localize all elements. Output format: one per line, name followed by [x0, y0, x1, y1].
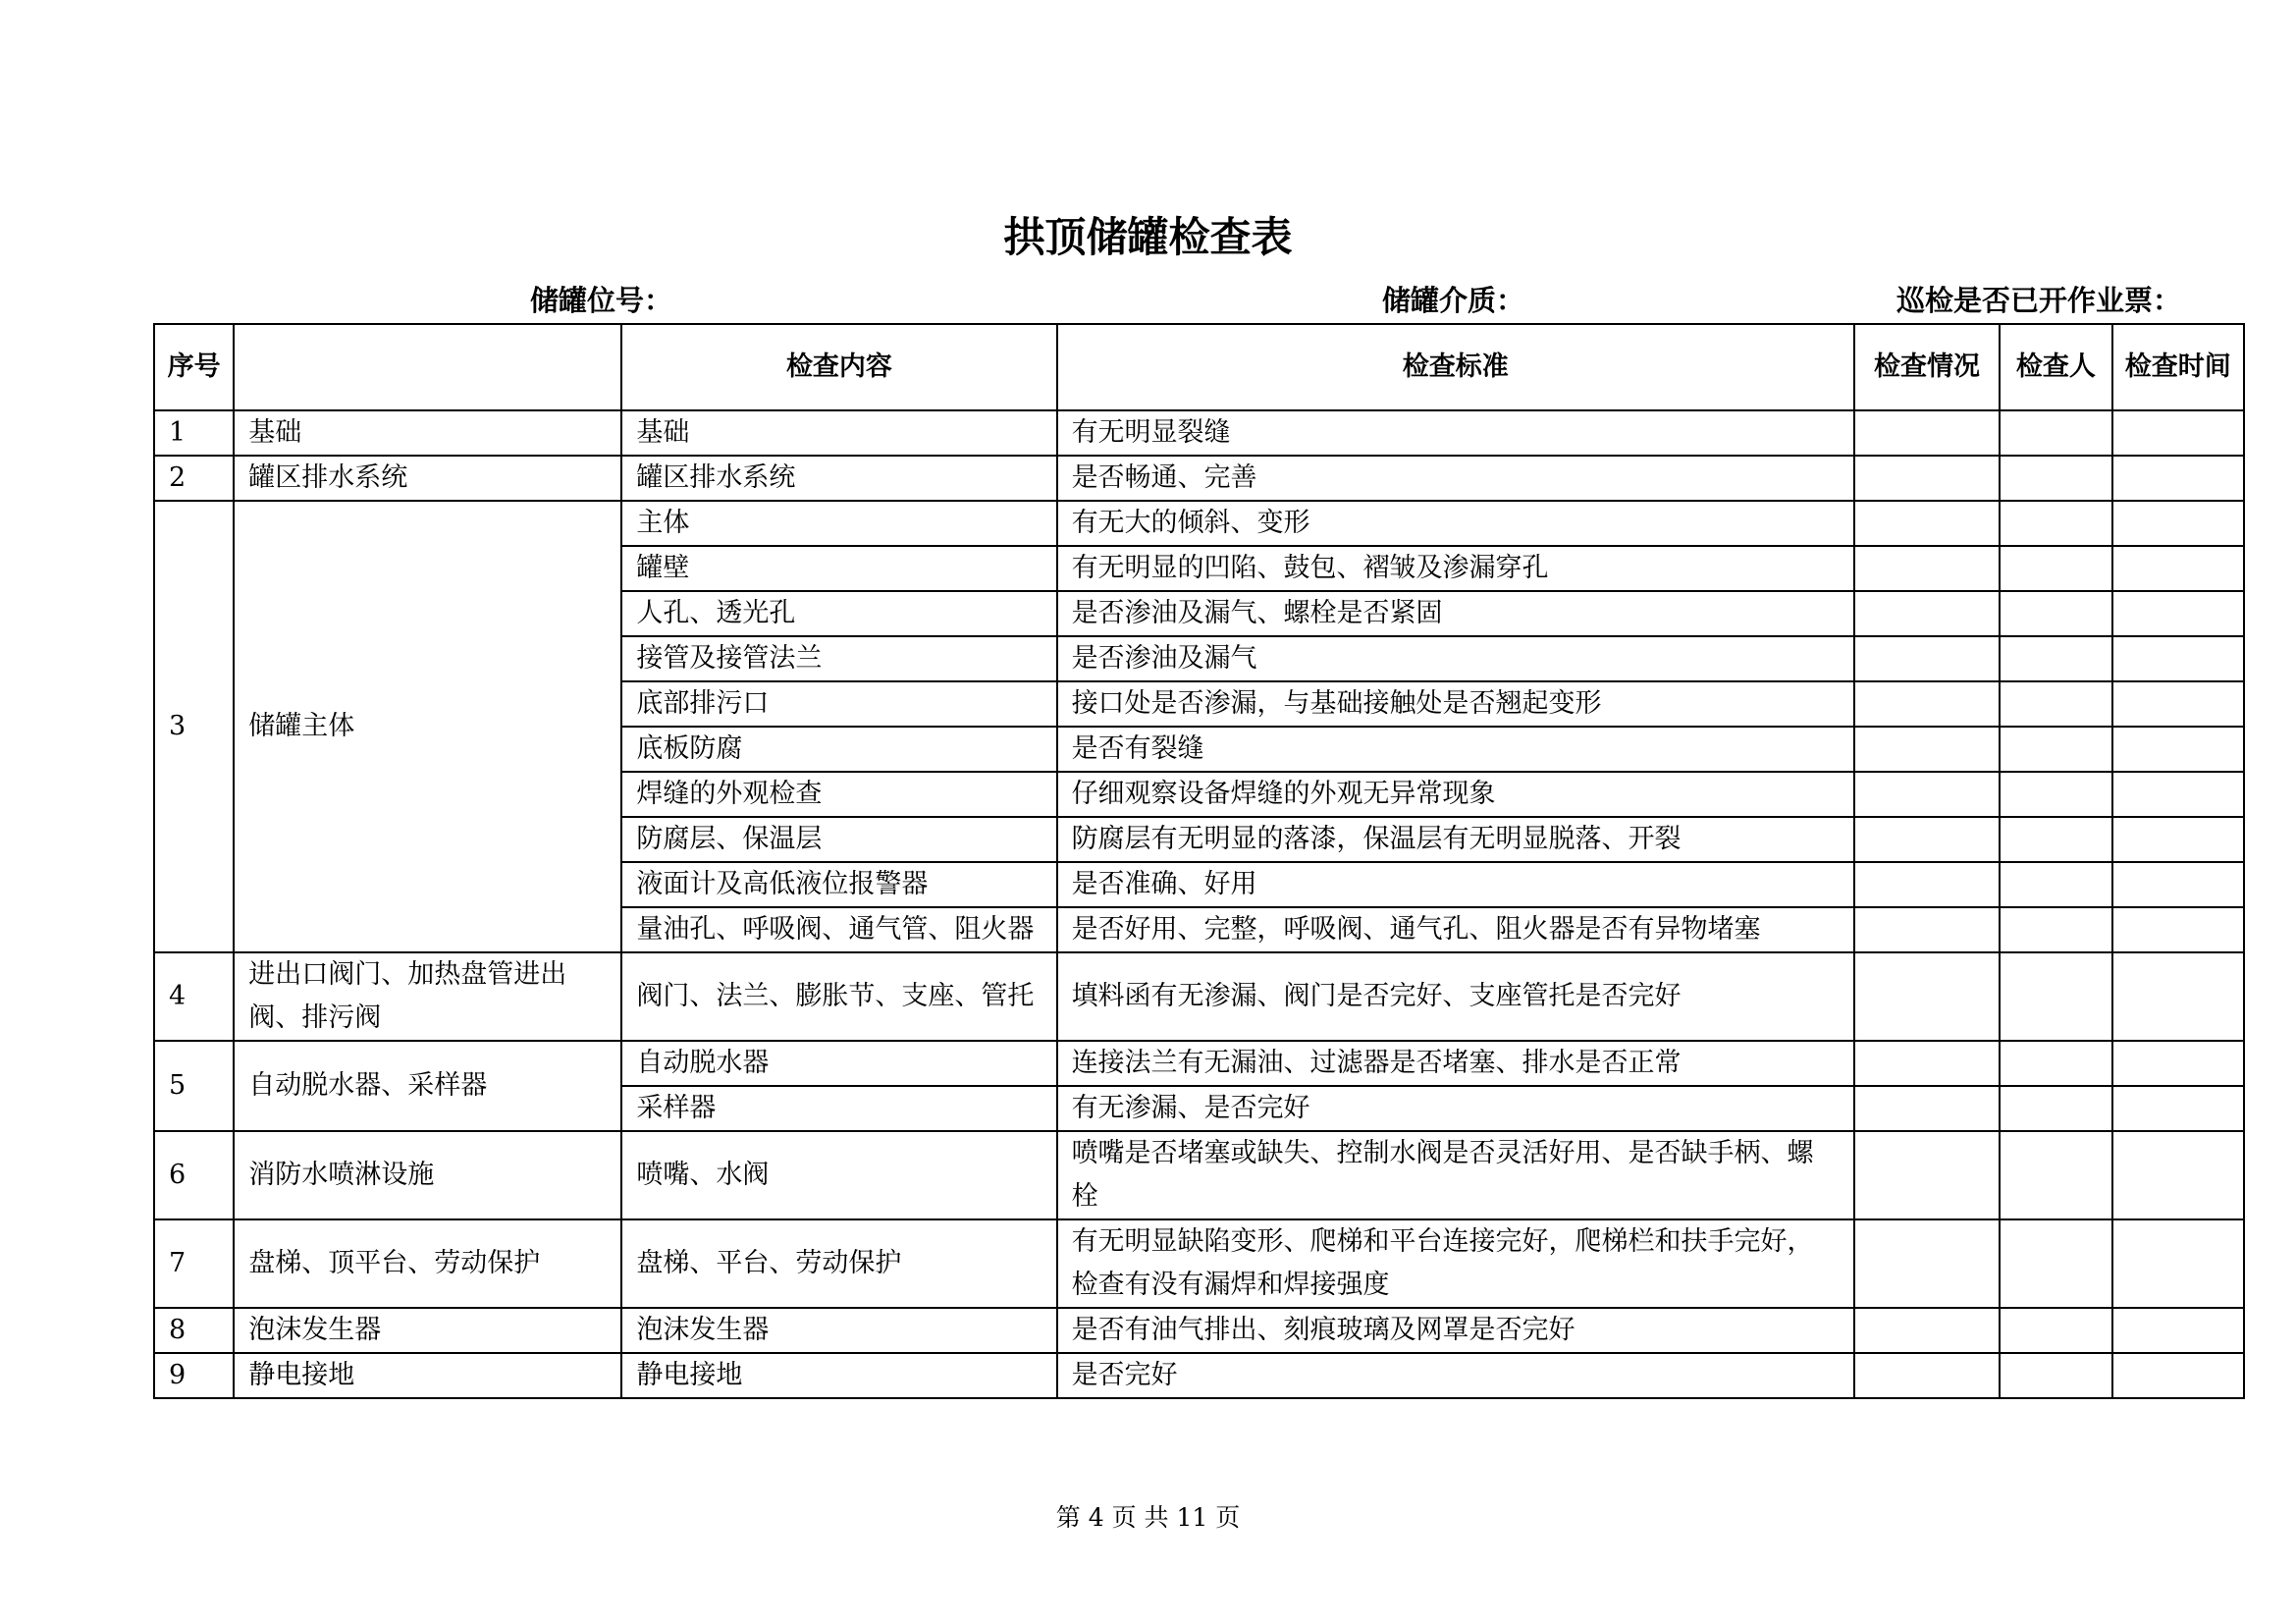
row-check-standard: 填料函有无渗漏、阀门是否完好、支座管托是否完好 [1057, 952, 1854, 1041]
header-seq: 序号 [154, 324, 234, 410]
row-number: 3 [154, 501, 234, 952]
row-status-cell[interactable] [1854, 772, 2000, 817]
row-inspector-cell[interactable] [2000, 410, 2111, 456]
row-category: 基础 [234, 410, 621, 456]
table-row [154, 501, 2244, 546]
row-check-content: 焊缝的外观检查 [621, 772, 1056, 817]
row-status-cell[interactable] [1854, 907, 2000, 952]
row-time-cell[interactable] [2112, 1219, 2244, 1308]
row-number: 2 [154, 456, 234, 501]
row-time-cell[interactable] [2112, 546, 2244, 591]
row-category: 消防水喷淋设施 [234, 1131, 621, 1219]
row-check-standard: 是否好用、完整，呼吸阀、通气孔、阻火器是否有异物堵塞 [1057, 907, 1854, 952]
row-status-cell[interactable] [1854, 681, 2000, 727]
row-inspector-cell[interactable] [2000, 1353, 2111, 1398]
table-row [154, 952, 2244, 1041]
row-category: 进出口阀门、加热盘管进出阀、排污阀 [234, 952, 621, 1041]
row-category: 自动脱水器、采样器 [234, 1041, 621, 1131]
row-check-standard: 是否完好 [1057, 1353, 1854, 1398]
row-check-content: 阀门、法兰、膨胀节、支座、管托 [621, 952, 1056, 1041]
row-check-content: 防腐层、保温层 [621, 817, 1056, 862]
row-number: 4 [154, 952, 234, 1041]
row-number: 1 [154, 410, 234, 456]
row-inspector-cell[interactable] [2000, 591, 2111, 636]
row-check-standard: 有无明显的凹陷、鼓包、褶皱及渗漏穿孔 [1057, 546, 1854, 591]
row-inspector-cell[interactable] [2000, 636, 2111, 681]
row-check-content: 泡沫发生器 [621, 1308, 1056, 1353]
header-row [154, 324, 2244, 410]
row-status-cell[interactable] [1854, 410, 2000, 456]
row-inspector-cell[interactable] [2000, 727, 2111, 772]
row-status-cell[interactable] [1854, 817, 2000, 862]
row-check-content: 罐壁 [621, 546, 1056, 591]
row-time-cell[interactable] [2112, 456, 2244, 501]
row-check-content: 主体 [621, 501, 1056, 546]
row-category: 储罐主体 [234, 501, 621, 952]
inspection-table [153, 323, 2245, 1399]
row-check-content: 罐区排水系统 [621, 456, 1056, 501]
row-status-cell[interactable] [1854, 1041, 2000, 1086]
row-status-cell[interactable] [1854, 501, 2000, 546]
row-check-content: 人孔、透光孔 [621, 591, 1056, 636]
tank-medium-label: 储罐介质： [1382, 284, 1525, 317]
row-status-cell[interactable] [1854, 591, 2000, 636]
row-status-cell[interactable] [1854, 1086, 2000, 1131]
header-category [234, 324, 621, 410]
row-inspector-cell[interactable] [2000, 952, 2111, 1041]
row-check-standard: 喷嘴是否堵塞或缺失、控制水阀是否灵活好用、是否缺手柄、螺栓 [1057, 1131, 1854, 1219]
row-time-cell[interactable] [2112, 1131, 2244, 1219]
row-check-content: 底板防腐 [621, 727, 1056, 772]
row-status-cell[interactable] [1854, 862, 2000, 907]
row-check-standard: 是否准确、好用 [1057, 862, 1854, 907]
row-time-cell[interactable] [2112, 636, 2244, 681]
header-inspector: 检查人 [2000, 324, 2111, 410]
row-inspector-cell[interactable] [2000, 907, 2111, 952]
row-time-cell[interactable] [2112, 1353, 2244, 1398]
row-inspector-cell[interactable] [2000, 817, 2111, 862]
row-check-content: 静电接地 [621, 1353, 1056, 1398]
table-body [154, 410, 2244, 1398]
table-row [154, 1041, 2244, 1086]
row-category: 泡沫发生器 [234, 1308, 621, 1353]
row-time-cell[interactable] [2112, 1308, 2244, 1353]
row-status-cell[interactable] [1854, 727, 2000, 772]
row-status-cell[interactable] [1854, 1131, 2000, 1219]
row-check-standard: 连接法兰有无漏油、过滤器是否堵塞、排水是否正常 [1057, 1041, 1854, 1086]
row-check-content: 采样器 [621, 1086, 1056, 1131]
row-time-cell[interactable] [2112, 1086, 2244, 1131]
row-check-content: 喷嘴、水阀 [621, 1131, 1056, 1219]
table-row [154, 1219, 2244, 1308]
row-time-cell[interactable] [2112, 772, 2244, 817]
document-title: 拱顶储罐检查表 [1003, 213, 1293, 261]
table-row [154, 1308, 2244, 1353]
row-check-standard: 有无明显缺陷变形、爬梯和平台连接完好，爬梯栏和扶手完好，检查有没有漏焊和焊接强度 [1057, 1219, 1854, 1308]
row-status-cell[interactable] [1854, 546, 2000, 591]
row-category: 罐区排水系统 [234, 456, 621, 501]
row-check-standard: 是否渗油及漏气、螺栓是否紧固 [1057, 591, 1854, 636]
row-inspector-cell[interactable] [2000, 1041, 2111, 1086]
row-check-content: 接管及接管法兰 [621, 636, 1056, 681]
row-inspector-cell[interactable] [2000, 1308, 2111, 1353]
table-row [154, 1353, 2244, 1398]
row-category: 盘梯、顶平台、劳动保护 [234, 1219, 621, 1308]
row-status-cell[interactable] [1854, 952, 2000, 1041]
header-standard: 检查标准 [1057, 324, 1854, 410]
row-inspector-cell[interactable] [2000, 456, 2111, 501]
row-check-standard: 是否有油气排出、刻痕玻璃及网罩是否完好 [1057, 1308, 1854, 1353]
row-category: 静电接地 [234, 1353, 621, 1398]
row-time-cell[interactable] [2112, 410, 2244, 456]
row-status-cell[interactable] [1854, 1353, 2000, 1398]
header-status: 检查情况 [1854, 324, 2000, 410]
work-permit-label: 巡检是否已开作业票： [1896, 284, 2182, 317]
row-inspector-cell[interactable] [2000, 546, 2111, 591]
tank-number-label: 储罐位号： [530, 284, 673, 317]
page-footer: 第 4 页 共 11 页 [1055, 1503, 1241, 1532]
row-check-content: 自动脱水器 [621, 1041, 1056, 1086]
row-number: 5 [154, 1041, 234, 1131]
table-row [154, 1131, 2244, 1219]
row-inspector-cell[interactable] [2000, 501, 2111, 546]
row-check-standard: 接口处是否渗漏，与基础接触处是否翘起变形 [1057, 681, 1854, 727]
row-time-cell[interactable] [2112, 681, 2244, 727]
row-check-standard: 有无明显裂缝 [1057, 410, 1854, 456]
row-time-cell[interactable] [2112, 817, 2244, 862]
row-check-content: 基础 [621, 410, 1056, 456]
row-status-cell[interactable] [1854, 1308, 2000, 1353]
row-inspector-cell[interactable] [2000, 772, 2111, 817]
row-time-cell[interactable] [2112, 907, 2244, 952]
row-time-cell[interactable] [2112, 952, 2244, 1041]
row-time-cell[interactable] [2112, 862, 2244, 907]
row-time-cell[interactable] [2112, 1041, 2244, 1086]
table-row [154, 456, 2244, 501]
row-time-cell[interactable] [2112, 591, 2244, 636]
row-check-content: 量油孔、呼吸阀、通气管、阻火器 [621, 907, 1056, 952]
row-check-content: 盘梯、平台、劳动保护 [621, 1219, 1056, 1308]
row-inspector-cell[interactable] [2000, 862, 2111, 907]
row-check-standard: 防腐层有无明显的落漆，保温层有无明显脱落、开裂 [1057, 817, 1854, 862]
row-time-cell[interactable] [2112, 727, 2244, 772]
row-check-standard: 仔细观察设备焊缝的外观无异常现象 [1057, 772, 1854, 817]
row-status-cell[interactable] [1854, 1219, 2000, 1308]
row-number: 6 [154, 1131, 234, 1219]
row-check-standard: 是否畅通、完善 [1057, 456, 1854, 501]
row-check-standard: 有无渗漏、是否完好 [1057, 1086, 1854, 1131]
row-status-cell[interactable] [1854, 456, 2000, 501]
header-time: 检查时间 [2112, 324, 2244, 410]
row-number: 9 [154, 1353, 234, 1398]
row-number: 8 [154, 1308, 234, 1353]
table-row [154, 410, 2244, 456]
row-check-content: 液面计及高低液位报警器 [621, 862, 1056, 907]
row-time-cell[interactable] [2112, 501, 2244, 546]
row-status-cell[interactable] [1854, 636, 2000, 681]
header-content: 检查内容 [621, 324, 1056, 410]
row-check-standard: 是否有裂缝 [1057, 727, 1854, 772]
row-check-standard: 有无大的倾斜、变形 [1057, 501, 1854, 546]
row-check-standard: 是否渗油及漏气 [1057, 636, 1854, 681]
row-inspector-cell[interactable] [2000, 1219, 2111, 1308]
row-inspector-cell[interactable] [2000, 1131, 2111, 1219]
row-check-content: 底部排污口 [621, 681, 1056, 727]
row-inspector-cell[interactable] [2000, 681, 2111, 727]
row-number: 7 [154, 1219, 234, 1308]
row-inspector-cell[interactable] [2000, 1086, 2111, 1131]
